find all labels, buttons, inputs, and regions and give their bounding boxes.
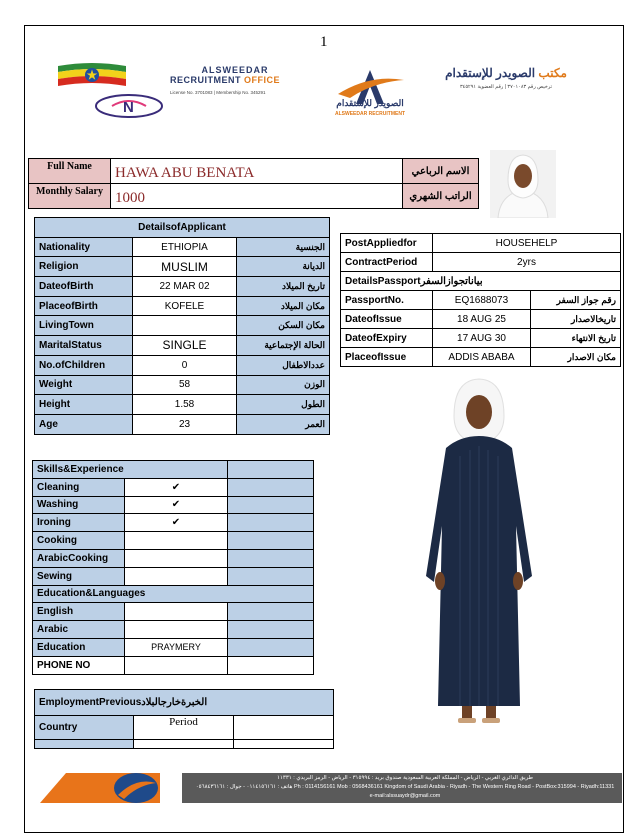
svg-text:N: N <box>123 99 134 116</box>
education-label: English <box>33 603 125 621</box>
skill-check <box>125 567 228 585</box>
salary-value: 1000 <box>111 184 403 209</box>
education-value: PRAYMERY <box>125 638 228 656</box>
education-value <box>125 656 228 674</box>
contract-period-value: 2yrs <box>433 253 621 272</box>
details-value: SINGLE <box>133 336 237 356</box>
passport-label: PassportNo. <box>341 291 433 310</box>
period-label: Period <box>134 716 234 740</box>
details-value: 0 <box>133 355 237 375</box>
skill-label: Washing <box>33 496 125 514</box>
details-value <box>133 316 237 336</box>
details-header: DetailsofApplicant <box>35 218 330 238</box>
education-label: Arabic <box>33 621 125 639</box>
passport-value: EQ1688073 <box>433 291 531 310</box>
details-arabic-label: عددالاطفال <box>237 355 330 375</box>
logo-english-text: ALSWEEDAR RECRUITMENT <box>335 111 405 117</box>
applicant-details-table <box>34 217 330 435</box>
details-value: KOFELE <box>133 296 237 316</box>
details-value: ETHIOPIA <box>133 237 237 257</box>
details-value: 1.58 <box>133 395 237 415</box>
country-label: Country <box>35 716 134 740</box>
passport-value: 17 AUG 30 <box>433 329 531 348</box>
details-value: 58 <box>133 375 237 395</box>
skill-check: ✔ <box>125 478 228 496</box>
skill-label: Cooking <box>33 532 125 550</box>
skill-check: ✔ <box>125 514 228 532</box>
skills-table <box>32 460 314 675</box>
office-arabic-license: ترخيص رقم ٣٧٠١٠٨٣ | رقم العضوية ٣٤٥٢٩١ <box>459 84 553 90</box>
skill-label: ArabicCooking <box>33 549 125 567</box>
education-header: Education&Languages <box>33 585 314 603</box>
salary-label: Monthly Salary <box>29 184 111 209</box>
salary-arabic-label: الراتب الشهري <box>403 184 479 209</box>
applicant-portrait-photo <box>490 150 556 218</box>
footer-email: e-mail:alssuaydr@gmail.com <box>369 793 441 799</box>
logo-arabic-text: الصويدر للإستقدام <box>336 98 404 108</box>
employment-header: EmploymentPreviousالخبرةخارجالبلاد <box>35 690 334 716</box>
passport-value: ADDIS ABABA <box>433 348 531 367</box>
details-arabic-label: تاريخ الميلاد <box>237 277 330 297</box>
post-applied-label: PostAppliedfor <box>341 234 433 253</box>
name-salary-table <box>28 158 479 209</box>
passport-arabic-label: تاريخ الانتهاء <box>531 329 621 348</box>
passport-arabic-label: مكان الاصدار <box>531 348 621 367</box>
details-label: MaritalStatus <box>35 336 133 356</box>
details-label: Height <box>35 395 133 415</box>
details-label: Age <box>35 414 133 434</box>
education-value <box>125 621 228 639</box>
skill-check <box>125 549 228 567</box>
passport-arabic-label: رقم جواز السفر <box>531 291 621 310</box>
details-arabic-label: الطول <box>237 395 330 415</box>
skill-label: Sewing <box>33 567 125 585</box>
passport-label: DateofIssue <box>341 310 433 329</box>
details-label: No.ofChildren <box>35 355 133 375</box>
details-value: 22 MAR 02 <box>133 277 237 297</box>
post-applied-value: HOUSEHELP <box>433 234 621 253</box>
full-name-arabic-label: الاسم الرباعي <box>403 159 479 184</box>
footer-address-ar: طريق الدائري الغربي - الرياض - المملكة العربية السعودية صندوق بريد : ٣١٥٩٩٤ - الرياض - الرمز البريدي : ١١٣٣١ <box>276 775 534 781</box>
details-label: Nationality <box>35 237 133 257</box>
full-name-label: Full Name <box>29 159 111 184</box>
applicant-full-body-photo <box>420 376 538 730</box>
footer-contact: هاتف : ٠١١٤١٥٦١٦١ - جوال : ٠٥٦٨٤٣٦١٦١ Ph : 0114156161 Mob : 0568436161 Kingdom of Saudi Arabia - Riyadh - The Western Ring Road - PostBox:315994 - Riyadh:11331 <box>195 784 615 790</box>
details-arabic-label: الديانة <box>237 257 330 277</box>
education-label: Education <box>33 638 125 656</box>
contract-period-label: ContractPeriod <box>341 253 433 272</box>
skill-label: Cleaning <box>33 478 125 496</box>
passport-arabic-label: تاريخالاصدار <box>531 310 621 329</box>
details-arabic-label: الحالة الإجتماعية <box>237 336 330 356</box>
education-label: PHONE NO <box>33 656 125 674</box>
details-label: DateofBirth <box>35 277 133 297</box>
page-number: 1 <box>320 34 328 50</box>
details-arabic-label: العمر <box>237 414 330 434</box>
skill-check <box>125 532 228 550</box>
details-arabic-label: مكان السكن <box>237 316 330 336</box>
skill-label: Ironing <box>33 514 125 532</box>
passport-label: PlaceofIssue <box>341 348 433 367</box>
ethiopia-flag-logo <box>56 62 128 90</box>
details-label: PlaceofBirth <box>35 296 133 316</box>
details-arabic-label: الوزن <box>237 375 330 395</box>
skill-check: ✔ <box>125 496 228 514</box>
footer-logo-shape <box>40 773 160 803</box>
details-value: 23 <box>133 414 237 434</box>
details-arabic-label: مكان الميلاد <box>237 296 330 316</box>
details-label: LivingTown <box>35 316 133 336</box>
office-arabic-title: مكتب الصويدر للإستقدام <box>445 66 567 80</box>
passport-header: DetailsPassportبياناتجوازالسفر <box>341 272 621 291</box>
details-value: MUSLIM <box>133 257 237 277</box>
details-label: Religion <box>35 257 133 277</box>
post-passport-table <box>340 233 621 367</box>
n-logo <box>94 92 164 120</box>
agency-license: License No. 3701083 | Membership No. 345291 <box>170 90 266 95</box>
details-label: Weight <box>35 375 133 395</box>
agency-name-en: ALSWEEDAR RECRUITMENT OFFICE <box>170 65 280 85</box>
education-value <box>125 603 228 621</box>
passport-value: 18 AUG 25 <box>433 310 531 329</box>
full-name-value: HAWA ABU BENATA <box>111 159 403 184</box>
passport-label: DateofExpiry <box>341 329 433 348</box>
details-arabic-label: الجنسية <box>237 237 330 257</box>
employment-table <box>34 689 334 749</box>
skills-header: Skills&Experience <box>33 461 228 479</box>
